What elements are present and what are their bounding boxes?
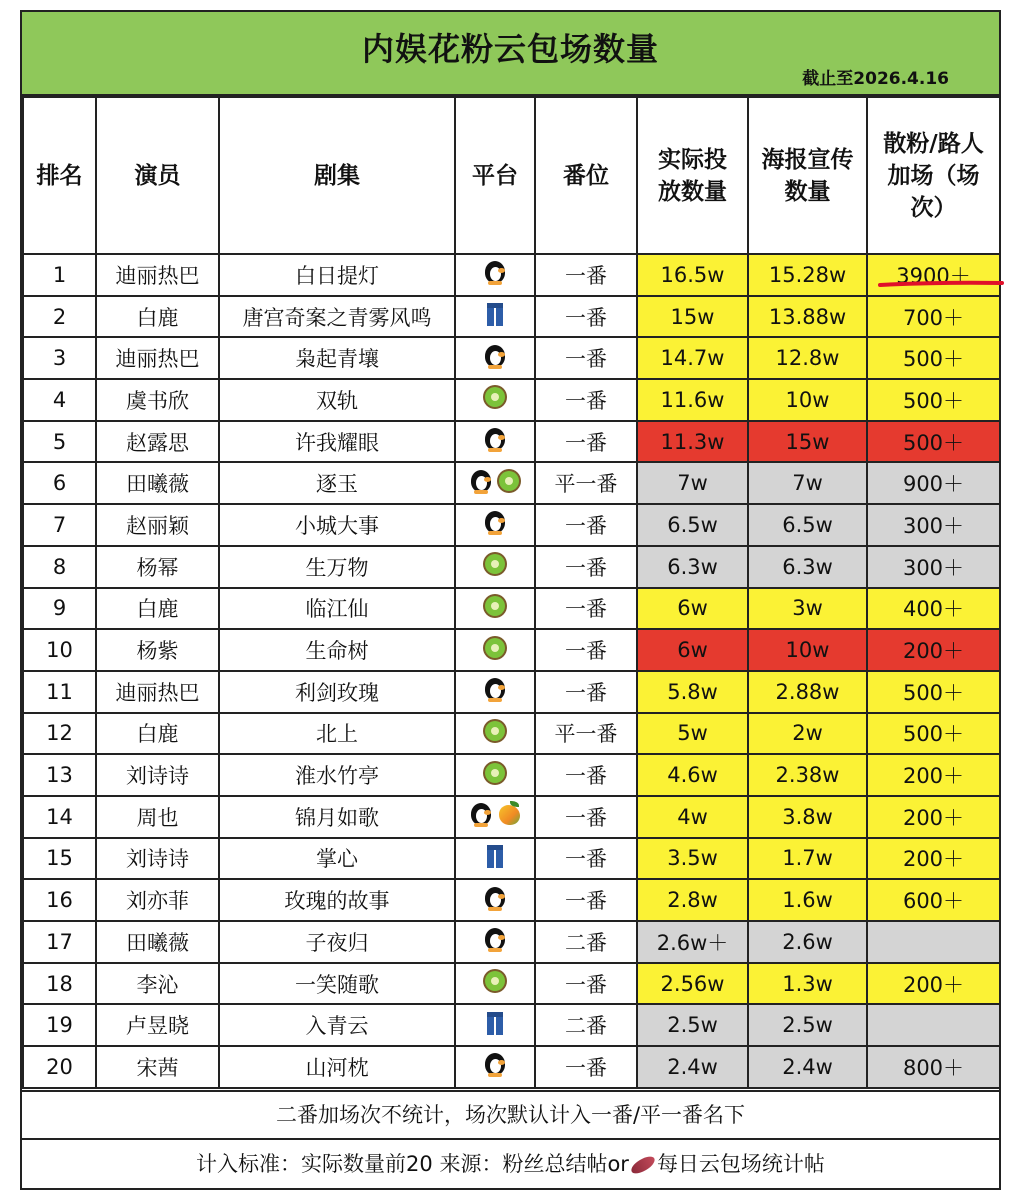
page-title: 内娱花粉云包场数量 xyxy=(361,30,659,68)
rank-cell: 4 xyxy=(23,379,96,421)
billing-cell: 一番 xyxy=(535,1046,637,1088)
col-header-actual: 实际投放数量 xyxy=(637,97,748,254)
footer-source xyxy=(22,1140,999,1188)
kiwi-icon xyxy=(482,551,508,577)
actual-count-cell: 5w xyxy=(637,713,748,755)
jeans-icon xyxy=(482,301,508,327)
actual-count-cell: 6.3w xyxy=(637,546,748,588)
platform-cell xyxy=(455,838,535,880)
drama-cell: 一笑随歌 xyxy=(219,963,455,1005)
table-row xyxy=(23,921,1000,963)
kiwi-icon xyxy=(482,968,508,994)
rank-cell: 11 xyxy=(23,671,96,713)
poster-count-cell: 2.38w xyxy=(748,754,867,796)
extra-sessions-cell: 500＋ xyxy=(867,713,1000,755)
jeans-icon xyxy=(482,843,508,869)
col-header-rank: 排名 xyxy=(23,97,96,254)
actor-cell: 李沁 xyxy=(96,963,219,1005)
billing-cell: 一番 xyxy=(535,379,637,421)
billing-cell: 一番 xyxy=(535,963,637,1005)
kiwi-icon xyxy=(482,593,508,619)
kiwi-icon xyxy=(482,635,508,661)
poster-count-cell: 6.3w xyxy=(748,546,867,588)
rank-cell: 6 xyxy=(23,462,96,504)
drama-cell: 小城大事 xyxy=(219,504,455,546)
penguin-icon xyxy=(482,426,508,452)
drama-cell: 北上 xyxy=(219,713,455,755)
billing-cell: 二番 xyxy=(535,1004,637,1046)
actor-cell: 田曦薇 xyxy=(96,462,219,504)
platform-cell xyxy=(455,629,535,671)
billing-cell: 一番 xyxy=(535,838,637,880)
rank-cell: 10 xyxy=(23,629,96,671)
rank-cell: 14 xyxy=(23,796,96,838)
poster-count-cell: 3w xyxy=(748,588,867,630)
drama-cell: 枭起青壤 xyxy=(219,337,455,379)
drama-cell: 白日提灯 xyxy=(219,254,455,296)
platform-cell xyxy=(455,379,535,421)
actual-count-cell: 7w xyxy=(637,462,748,504)
footer-note: 二番加场次不统计，场次默认计入一番/平一番名下 xyxy=(22,1090,999,1140)
poster-count-cell: 7w xyxy=(748,462,867,504)
rank-cell: 7 xyxy=(23,504,96,546)
drama-cell: 双轨 xyxy=(219,379,455,421)
extra-sessions-cell: 500＋ xyxy=(867,379,1000,421)
table-row xyxy=(23,254,1000,296)
table-row xyxy=(23,504,1000,546)
drama-cell: 生万物 xyxy=(219,546,455,588)
platform-cell xyxy=(455,296,535,338)
penguin-icon xyxy=(482,343,508,369)
poster-count-cell: 2.5w xyxy=(748,1004,867,1046)
col-header-billing: 番位 xyxy=(535,97,637,254)
extra-sessions-cell: 400＋ xyxy=(867,588,1000,630)
extra-sessions-cell: 200＋ xyxy=(867,796,1000,838)
drama-cell: 临江仙 xyxy=(219,588,455,630)
rank-cell: 15 xyxy=(23,838,96,880)
extra-sessions-cell: 200＋ xyxy=(867,838,1000,880)
actor-cell: 刘诗诗 xyxy=(96,754,219,796)
extra-sessions-cell: 200＋ xyxy=(867,754,1000,796)
poster-count-cell: 15w xyxy=(748,421,867,463)
table-row xyxy=(23,629,1000,671)
actor-cell: 白鹿 xyxy=(96,713,219,755)
billing-cell: 一番 xyxy=(535,754,637,796)
drama-cell: 子夜归 xyxy=(219,921,455,963)
table-row xyxy=(23,713,1000,755)
platform-cell xyxy=(455,713,535,755)
drama-cell: 入青云 xyxy=(219,1004,455,1046)
col-header-extra: 散粉/路人加场（场次） xyxy=(867,97,1000,254)
table-row xyxy=(23,879,1000,921)
poster-count-cell: 1.6w xyxy=(748,879,867,921)
rank-cell: 2 xyxy=(23,296,96,338)
rank-cell: 18 xyxy=(23,963,96,1005)
mango-icon xyxy=(496,801,522,827)
billing-cell: 一番 xyxy=(535,504,637,546)
extra-sessions-cell: 200＋ xyxy=(867,963,1000,1005)
actual-count-cell: 6.5w xyxy=(637,504,748,546)
actor-cell: 迪丽热巴 xyxy=(96,254,219,296)
as-of-date: 截止至2026.4.16 xyxy=(802,69,949,89)
rank-cell: 19 xyxy=(23,1004,96,1046)
penguin-icon xyxy=(468,801,494,827)
platform-cell xyxy=(455,546,535,588)
drama-cell: 唐宫奇案之青雾风鸣 xyxy=(219,296,455,338)
actor-cell: 田曦薇 xyxy=(96,921,219,963)
actor-cell: 虞书欣 xyxy=(96,379,219,421)
poster-count-cell: 6.5w xyxy=(748,504,867,546)
actor-cell: 迪丽热巴 xyxy=(96,671,219,713)
rank-cell: 1 xyxy=(23,254,96,296)
platform-cell xyxy=(455,588,535,630)
actor-cell: 卢昱晓 xyxy=(96,1004,219,1046)
billing-cell: 平一番 xyxy=(535,462,637,504)
actor-cell: 赵丽颖 xyxy=(96,504,219,546)
rank-cell: 8 xyxy=(23,546,96,588)
actor-cell: 迪丽热巴 xyxy=(96,337,219,379)
extra-sessions-cell xyxy=(867,921,1000,963)
billing-cell: 平一番 xyxy=(535,713,637,755)
billing-cell: 一番 xyxy=(535,421,637,463)
actual-count-cell: 2.5w xyxy=(637,1004,748,1046)
kiwi-icon xyxy=(482,718,508,744)
drama-cell: 生命树 xyxy=(219,629,455,671)
col-header-platform: 平台 xyxy=(455,97,535,254)
extra-sessions-cell xyxy=(867,1004,1000,1046)
platform-cell xyxy=(455,254,535,296)
penguin-icon xyxy=(468,468,494,494)
billing-cell: 二番 xyxy=(535,921,637,963)
rank-cell: 20 xyxy=(23,1046,96,1088)
platform-cell xyxy=(455,796,535,838)
drama-cell: 利剑玫瑰 xyxy=(219,671,455,713)
actual-count-cell: 2.6w＋ xyxy=(637,921,748,963)
actor-cell: 杨紫 xyxy=(96,629,219,671)
extra-sessions-cell: 600＋ xyxy=(867,879,1000,921)
extra-sessions-cell: 500＋ xyxy=(867,421,1000,463)
footer-source-suffix: 每日云包场统计帖 xyxy=(656,1152,825,1176)
actual-count-cell: 2.8w xyxy=(637,879,748,921)
drama-cell: 掌心 xyxy=(219,838,455,880)
actual-count-cell: 2.56w xyxy=(637,963,748,1005)
kiwi-icon xyxy=(496,468,522,494)
col-header-drama: 剧集 xyxy=(219,97,455,254)
platform-cell xyxy=(455,1046,535,1088)
poster-count-cell: 2.88w xyxy=(748,671,867,713)
table-row xyxy=(23,1004,1000,1046)
actual-count-cell: 6w xyxy=(637,588,748,630)
actual-count-cell: 6w xyxy=(637,629,748,671)
ranking-sheet xyxy=(20,10,1001,1190)
actor-cell: 白鹿 xyxy=(96,588,219,630)
actor-cell: 刘亦菲 xyxy=(96,879,219,921)
table-row xyxy=(23,671,1000,713)
table-row xyxy=(23,379,1000,421)
extra-sessions-cell: 200＋ xyxy=(867,629,1000,671)
poster-count-cell: 2w xyxy=(748,713,867,755)
platform-cell xyxy=(455,921,535,963)
drama-cell: 许我耀眼 xyxy=(219,421,455,463)
table-row xyxy=(23,337,1000,379)
poster-count-cell: 1.3w xyxy=(748,963,867,1005)
platform-cell xyxy=(455,337,535,379)
billing-cell: 一番 xyxy=(535,671,637,713)
drama-cell: 山河枕 xyxy=(219,1046,455,1088)
actual-count-cell: 5.8w xyxy=(637,671,748,713)
billing-cell: 一番 xyxy=(535,254,637,296)
extra-sessions-cell: 800＋ xyxy=(867,1046,1000,1088)
billing-cell: 一番 xyxy=(535,296,637,338)
header-row xyxy=(23,97,1000,254)
platform-cell xyxy=(455,754,535,796)
rank-cell: 3 xyxy=(23,337,96,379)
table-row xyxy=(23,796,1000,838)
actor-cell: 杨幂 xyxy=(96,546,219,588)
extra-sessions-cell: 3900＋ xyxy=(867,254,1000,296)
rank-cell: 17 xyxy=(23,921,96,963)
poster-count-cell: 2.4w xyxy=(748,1046,867,1088)
actual-count-cell: 11.3w xyxy=(637,421,748,463)
poster-count-cell: 12.8w xyxy=(748,337,867,379)
penguin-icon xyxy=(482,1051,508,1077)
penguin-icon xyxy=(482,509,508,535)
rank-cell: 13 xyxy=(23,754,96,796)
table-row xyxy=(23,296,1000,338)
penguin-icon xyxy=(482,885,508,911)
platform-cell xyxy=(455,879,535,921)
extra-sessions-cell: 300＋ xyxy=(867,504,1000,546)
col-header-actor: 演员 xyxy=(96,97,219,254)
penguin-icon xyxy=(482,676,508,702)
extra-sessions-cell: 500＋ xyxy=(867,337,1000,379)
actor-cell: 刘诗诗 xyxy=(96,838,219,880)
actual-count-cell: 14.7w xyxy=(637,337,748,379)
table-row xyxy=(23,462,1000,504)
poster-count-cell: 3.8w xyxy=(748,796,867,838)
extra-sessions-cell: 500＋ xyxy=(867,671,1000,713)
actual-count-cell: 4w xyxy=(637,796,748,838)
drama-cell: 逐玉 xyxy=(219,462,455,504)
extra-sessions-cell: 900＋ xyxy=(867,462,1000,504)
extra-sessions-cell: 300＋ xyxy=(867,546,1000,588)
actual-count-cell: 3.5w xyxy=(637,838,748,880)
ranking-table xyxy=(22,96,1001,1089)
col-header-poster: 海报宣传数量 xyxy=(748,97,867,254)
actor-cell: 赵露思 xyxy=(96,421,219,463)
poster-count-cell: 13.88w xyxy=(748,296,867,338)
actual-count-cell: 2.4w xyxy=(637,1046,748,1088)
billing-cell: 一番 xyxy=(535,546,637,588)
table-row xyxy=(23,546,1000,588)
table-row xyxy=(23,963,1000,1005)
billing-cell: 一番 xyxy=(535,588,637,630)
rank-cell: 12 xyxy=(23,713,96,755)
footer-source-prefix: 计入标准：实际数量前20 来源：粉丝总结帖or xyxy=(196,1152,629,1176)
poster-count-cell: 1.7w xyxy=(748,838,867,880)
jeans-icon xyxy=(482,1010,508,1036)
poster-count-cell: 2.6w xyxy=(748,921,867,963)
rank-cell: 5 xyxy=(23,421,96,463)
penguin-icon xyxy=(482,926,508,952)
platform-cell xyxy=(455,421,535,463)
billing-cell: 一番 xyxy=(535,337,637,379)
extra-sessions-cell: 700＋ xyxy=(867,296,1000,338)
rank-cell: 16 xyxy=(23,879,96,921)
penguin-icon xyxy=(482,259,508,285)
billing-cell: 一番 xyxy=(535,879,637,921)
table-row xyxy=(23,421,1000,463)
table-row xyxy=(23,754,1000,796)
sweet-potato-icon xyxy=(629,1157,657,1173)
billing-cell: 一番 xyxy=(535,796,637,838)
actual-count-cell: 16.5w xyxy=(637,254,748,296)
table-row xyxy=(23,1046,1000,1088)
platform-cell xyxy=(455,504,535,546)
title-banner xyxy=(22,12,999,96)
table-body xyxy=(23,254,1000,1088)
platform-cell xyxy=(455,462,535,504)
actor-cell: 白鹿 xyxy=(96,296,219,338)
poster-count-cell: 10w xyxy=(748,379,867,421)
table-row xyxy=(23,588,1000,630)
billing-cell: 一番 xyxy=(535,629,637,671)
actual-count-cell: 4.6w xyxy=(637,754,748,796)
table-row xyxy=(23,838,1000,880)
kiwi-icon xyxy=(482,760,508,786)
drama-cell: 玫瑰的故事 xyxy=(219,879,455,921)
actual-count-cell: 11.6w xyxy=(637,379,748,421)
poster-count-cell: 10w xyxy=(748,629,867,671)
actor-cell: 宋茜 xyxy=(96,1046,219,1088)
kiwi-icon xyxy=(482,384,508,410)
rank-cell: 9 xyxy=(23,588,96,630)
platform-cell xyxy=(455,1004,535,1046)
actor-cell: 周也 xyxy=(96,796,219,838)
platform-cell xyxy=(455,671,535,713)
actual-count-cell: 15w xyxy=(637,296,748,338)
drama-cell: 锦月如歌 xyxy=(219,796,455,838)
drama-cell: 淮水竹亭 xyxy=(219,754,455,796)
platform-cell xyxy=(455,963,535,1005)
poster-count-cell: 15.28w xyxy=(748,254,867,296)
